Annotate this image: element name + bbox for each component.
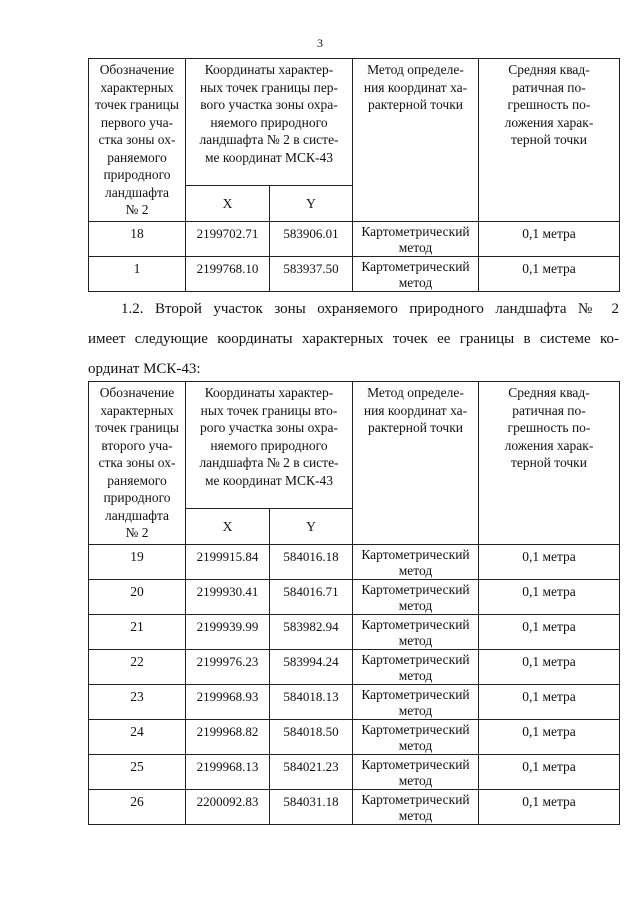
header-line: природного <box>103 167 171 182</box>
header-line: ложения харак- <box>504 437 594 453</box>
cell-x <box>186 222 270 257</box>
cell-accuracy <box>479 580 620 615</box>
cell-accuracy <box>479 615 620 650</box>
table-row <box>89 580 620 615</box>
method-line-2: метод <box>398 808 433 823</box>
cell-point <box>89 755 186 790</box>
point-number: 26 <box>130 794 144 809</box>
method-line-1: Картометрический <box>361 757 470 772</box>
header-line: Обозначение <box>99 62 175 77</box>
x-coordinate: 2199939.99 <box>196 619 259 634</box>
header-line: стка зоны ох- <box>98 132 176 147</box>
page-number: 3 <box>317 36 323 50</box>
accuracy-value: 0,1 метра <box>522 794 576 809</box>
method-line-2: метод <box>398 773 433 788</box>
point-number: 18 <box>130 226 144 241</box>
cell-point <box>89 580 186 615</box>
cell-x <box>186 755 270 790</box>
table-header-row <box>89 382 620 509</box>
cell-method <box>353 580 479 615</box>
cell-point <box>89 615 186 650</box>
header-method-text <box>355 61 476 114</box>
y-coordinate: 584018.13 <box>283 689 339 704</box>
header-line: ных точек границы вто- <box>200 402 338 418</box>
cell-x <box>186 545 270 580</box>
accuracy-value: 0,1 метра <box>522 584 576 599</box>
header-line: точек границы <box>95 420 179 435</box>
y-coordinate: 583906.01 <box>283 226 339 241</box>
method-line-1: Картометрический <box>361 722 470 737</box>
cell-y <box>270 580 353 615</box>
method-line-1: Картометрический <box>361 224 470 239</box>
header-line: ландшафта <box>104 184 169 200</box>
accuracy-value: 0,1 метра <box>522 654 576 669</box>
cell-y <box>270 720 353 755</box>
header-line: ложения харак- <box>504 114 594 130</box>
cell-accuracy <box>479 222 620 257</box>
header-line: раняемого <box>107 472 167 488</box>
cell-y <box>270 222 353 257</box>
header-method <box>353 59 479 222</box>
header-line: Координаты характер- <box>204 385 334 400</box>
y-coordinate: 583982.94 <box>283 619 339 634</box>
header-line: ме координат МСК-43 <box>204 472 334 488</box>
method-line-2: метод <box>398 598 433 613</box>
header-line: рактерной точки <box>367 420 464 435</box>
cell-x <box>186 257 270 292</box>
header-line: ландшафта № 2 в систе- <box>199 455 339 470</box>
cell-method <box>353 720 479 755</box>
cell-point <box>89 790 186 825</box>
header-line: ратичная по- <box>512 79 586 95</box>
header-line: ме координат МСК-43 <box>204 149 334 165</box>
accuracy-value: 0,1 метра <box>522 724 576 739</box>
x-coordinate: 2199968.82 <box>196 724 259 739</box>
cell-accuracy <box>479 257 620 292</box>
header-line: ландшафта № 2 в систе- <box>199 132 339 147</box>
x-coordinate: 2200092.83 <box>196 794 259 809</box>
coordinates-table-second-section <box>88 381 620 825</box>
table-row <box>89 790 620 825</box>
header-designation-text <box>91 384 183 542</box>
table-header-row <box>89 59 620 186</box>
cell-method <box>353 650 479 685</box>
method-line-2: метод <box>398 240 433 255</box>
header-x: X <box>186 509 270 545</box>
cell-y <box>270 615 353 650</box>
cell-y <box>270 755 353 790</box>
header-line: ных точек границы пер- <box>199 79 339 95</box>
header-y: Y <box>270 509 353 545</box>
method-line-1: Картометрический <box>361 792 470 807</box>
header-line: точек границы <box>95 97 179 112</box>
table-row <box>89 720 620 755</box>
cell-point <box>89 222 186 257</box>
cell-x <box>186 580 270 615</box>
header-designation-text <box>91 61 183 219</box>
x-coordinate: 2199968.13 <box>196 759 259 774</box>
header-line: няемого природного <box>210 114 328 130</box>
table-row <box>89 755 620 790</box>
method-line-1: Картометрический <box>361 687 470 702</box>
x-coordinate: 2199702.71 <box>196 226 259 241</box>
y-coordinate: 584031.18 <box>283 794 339 809</box>
accuracy-value: 0,1 метра <box>522 549 576 564</box>
cell-y <box>270 650 353 685</box>
point-number: 21 <box>130 619 144 634</box>
header-line: ния координат ха- <box>363 79 468 95</box>
paragraph-line-3: ординат МСК-43: <box>88 361 201 377</box>
header-accuracy-text <box>481 384 617 472</box>
point-number: 22 <box>130 654 144 669</box>
table-row <box>89 545 620 580</box>
cell-accuracy <box>479 720 620 755</box>
point-number: 23 <box>130 689 144 704</box>
cell-method <box>353 257 479 292</box>
header-line: рого участка зоны охра- <box>199 420 339 435</box>
x-coordinate: 2199930.41 <box>196 584 259 599</box>
header-line: № 2 <box>125 525 149 540</box>
cell-x <box>186 685 270 720</box>
header-line: няемого природного <box>210 437 328 453</box>
header-line: ландшафта <box>104 507 169 523</box>
y-coordinate: 584018.50 <box>283 724 339 739</box>
header-line: первого уча- <box>100 114 174 130</box>
x-coordinate: 2199768.10 <box>196 261 259 276</box>
cell-x <box>186 790 270 825</box>
table-row <box>89 257 620 292</box>
header-x: X <box>186 186 270 222</box>
cell-accuracy <box>479 650 620 685</box>
header-line: ния координат ха- <box>363 402 468 418</box>
cell-method <box>353 755 479 790</box>
cell-point <box>89 720 186 755</box>
accuracy-value: 0,1 метра <box>522 689 576 704</box>
header-designation <box>89 382 186 545</box>
accuracy-value: 0,1 метра <box>522 226 576 241</box>
header-line: характерных <box>100 79 174 95</box>
x-coordinate: 2199968.93 <box>196 689 259 704</box>
cell-x <box>186 720 270 755</box>
cell-accuracy <box>479 755 620 790</box>
method-line-1: Картометрический <box>361 652 470 667</box>
method-line-2: метод <box>398 703 433 718</box>
header-line: вого участка зоны охра- <box>200 97 338 112</box>
x-coordinate: 2199976.23 <box>196 654 259 669</box>
method-line-2: метод <box>398 633 433 648</box>
cell-y <box>270 545 353 580</box>
cell-point <box>89 545 186 580</box>
header-line: грешность по- <box>507 97 591 112</box>
accuracy-value: 0,1 метра <box>522 619 576 634</box>
method-line-1: Картометрический <box>361 617 470 632</box>
point-number: 24 <box>130 724 144 739</box>
cell-accuracy <box>479 685 620 720</box>
y-coordinate: 583994.24 <box>283 654 339 669</box>
header-coordinates <box>186 59 353 186</box>
cell-accuracy <box>479 790 620 825</box>
cell-method <box>353 790 479 825</box>
header-line: Средняя квад- <box>508 62 590 77</box>
accuracy-value: 0,1 метра <box>522 759 576 774</box>
header-line: грешность по- <box>507 420 591 435</box>
header-accuracy <box>479 382 620 545</box>
table-row <box>89 650 620 685</box>
header-method <box>353 382 479 545</box>
y-coordinate: 584021.23 <box>283 759 339 774</box>
cell-x <box>186 615 270 650</box>
cell-method <box>353 615 479 650</box>
cell-y <box>270 257 353 292</box>
accuracy-value: 0,1 метра <box>522 261 576 276</box>
header-line: раняемого <box>107 149 167 165</box>
header-designation <box>89 59 186 222</box>
header-line: терной точки <box>511 455 587 470</box>
cell-method <box>353 685 479 720</box>
header-line: стка зоны ох- <box>98 455 176 470</box>
method-line-2: метод <box>398 738 433 753</box>
cell-point <box>89 650 186 685</box>
header-line: характерных <box>100 402 174 418</box>
header-accuracy <box>479 59 620 222</box>
cell-x <box>186 650 270 685</box>
y-coordinate: 583937.50 <box>283 261 339 276</box>
section-paragraph <box>88 294 619 384</box>
header-coordinates-text <box>188 61 350 166</box>
point-number: 25 <box>130 759 144 774</box>
y-coordinate: 584016.71 <box>283 584 339 599</box>
cell-y <box>270 790 353 825</box>
paragraph-line-1: 1.2. Второй участок зоны охраняемого природного ландшафта № 2 <box>121 301 619 317</box>
point-number: 20 <box>130 584 144 599</box>
paragraph-line-2: имеет следующие координаты характерных точек ее границы в системе ко- <box>88 331 619 347</box>
header-line: природного <box>103 490 171 505</box>
y-coordinate: 584016.18 <box>283 549 339 564</box>
header-line: № 2 <box>125 202 149 217</box>
header-line: рактерной точки <box>367 97 464 112</box>
point-number: 19 <box>130 549 144 564</box>
table-row <box>89 222 620 257</box>
header-line: второго уча- <box>101 437 173 453</box>
header-line: Обозначение <box>99 385 175 400</box>
cell-method <box>353 545 479 580</box>
method-line-2: метод <box>398 275 433 290</box>
method-line-2: метод <box>398 563 433 578</box>
cell-point <box>89 257 186 292</box>
x-coordinate: 2199915.84 <box>196 549 259 564</box>
cell-accuracy <box>479 545 620 580</box>
header-coordinates-text <box>188 384 350 489</box>
method-line-1: Картометрический <box>361 547 470 562</box>
cell-point <box>89 685 186 720</box>
header-method-text <box>355 384 476 437</box>
cell-y <box>270 685 353 720</box>
header-line: Метод определе- <box>367 385 464 400</box>
table-row <box>89 685 620 720</box>
header-line: терной точки <box>511 132 587 147</box>
method-line-1: Картометрический <box>361 582 470 597</box>
cell-method <box>353 222 479 257</box>
header-line: ратичная по- <box>512 402 586 418</box>
point-number: 1 <box>133 261 141 276</box>
header-line: Метод определе- <box>367 62 464 77</box>
header-line: Координаты характер- <box>204 62 334 77</box>
method-line-1: Картометрический <box>361 259 470 274</box>
header-y: Y <box>270 186 353 222</box>
header-accuracy-text <box>481 61 617 149</box>
header-line: Средняя квад- <box>508 385 590 400</box>
table-row <box>89 615 620 650</box>
header-coordinates <box>186 382 353 509</box>
coordinates-table-first-section <box>88 58 620 292</box>
method-line-2: метод <box>398 668 433 683</box>
